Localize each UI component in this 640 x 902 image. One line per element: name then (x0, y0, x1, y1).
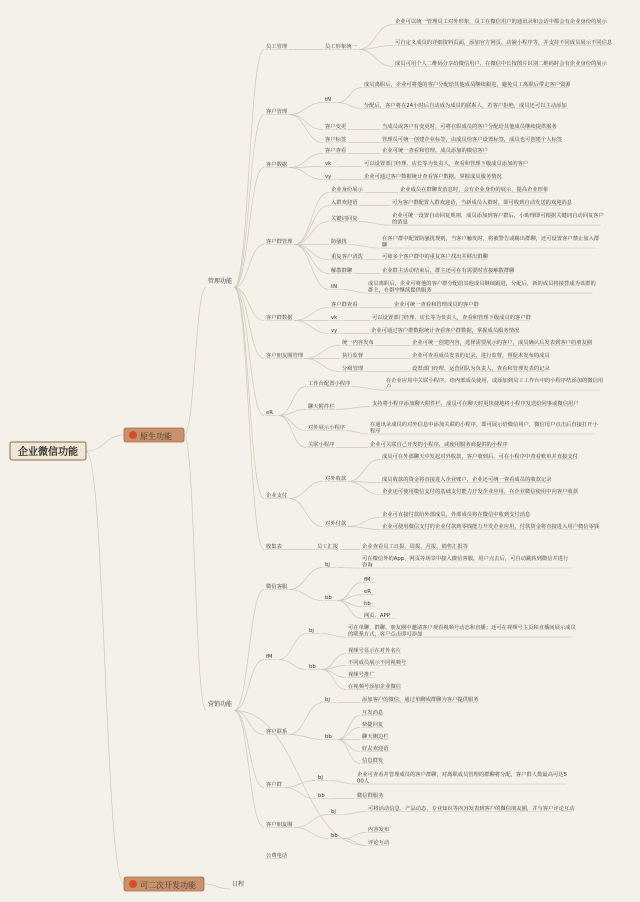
node-label[interactable]: 成员收款的资金将直接进入企业账户，企业还可统一查看成员的收款记录 (382, 477, 552, 483)
connector-line (289, 499, 323, 527)
connector-line (289, 115, 323, 143)
connector-line (294, 193, 329, 245)
node-label[interactable]: 客户查看 (325, 148, 347, 154)
connector-line (321, 654, 346, 670)
node-label[interactable]: bb (331, 833, 338, 839)
node-label[interactable]: hb (364, 601, 371, 607)
connector-line (284, 781, 316, 788)
node-label[interactable]: 员工管理 (266, 44, 288, 50)
status-dot-icon (129, 431, 137, 439)
node-label[interactable]: bb (325, 734, 332, 740)
connector-line (278, 634, 307, 660)
connector-line (294, 206, 329, 245)
node-label[interactable]: 企业可关联自己开发的小程序，或使用服务商提供的小程序 (370, 442, 508, 448)
branch-secondary-dev-features[interactable] (124, 877, 204, 891)
node-label[interactable]: 客户群 (266, 782, 282, 788)
node-label[interactable]: 互发消息 (362, 710, 384, 716)
connector-line (234, 590, 264, 711)
node-label[interactable]: 企业可统一创建内容，选择需要展示的客户，成员确认后发表到客户的朋友圈 (412, 340, 593, 346)
node-label[interactable]: 当成员或客户有变更时，可将在职成员的客户分配给其他成员继续提供服务 (382, 124, 557, 130)
connector-line (337, 740, 360, 752)
node-label[interactable]: 视频号显示在对外名片 (348, 648, 401, 654)
node-label[interactable]: 工作台配置小程序 (308, 381, 351, 387)
branch-label: 可二次开发功能 (140, 881, 196, 890)
connector-line (358, 50, 393, 67)
node-label[interactable]: 微信群服务 (357, 793, 384, 799)
node-description[interactable]: 可在单聊、群聊、朋友圈中邀请客户观看视频号动态和直播；还可在视频号主页和直播间展示成员的联系方式，客户点击即可添加 (348, 625, 576, 638)
connector-line (321, 670, 346, 690)
node-label[interactable]: 公费电话 (266, 853, 288, 859)
connector-line (184, 288, 206, 436)
connector-line (289, 590, 323, 601)
node-label[interactable]: 客户群管理 (266, 239, 293, 245)
connector-line (349, 245, 380, 249)
node-label[interactable]: 视频号推广 (348, 672, 375, 678)
connector-line (321, 634, 346, 638)
connector-line (336, 407, 370, 410)
mindmap-nodes (266, 17, 613, 859)
node-label[interactable]: vk (325, 161, 332, 167)
node-label[interactable]: bb (318, 793, 325, 799)
node-label[interactable]: 企业可通过客户数据统计查看客户数据，掌握成员服务情况 (364, 174, 502, 180)
connector-line (289, 154, 323, 168)
node-label[interactable]: 添加客户的微信，通过单聊或群聊为客户提供服务 (362, 697, 479, 703)
node-label[interactable]: 客户群查看 (331, 302, 358, 308)
node-label[interactable]: 内容发布 (368, 827, 390, 833)
node-description[interactable]: 可将活动信息、产品动态、专业知识等内容发表到客户的微信朋友圈，并与客户评论互动 (368, 806, 575, 812)
root-label: 企业微信功能 (18, 447, 78, 458)
node-label[interactable]: 客户联系 (266, 729, 288, 735)
connector-line (337, 728, 360, 740)
connector-line (304, 346, 340, 359)
connector-line (321, 670, 346, 678)
node-description[interactable]: 分配后，客户将在24小时后自动成为成员的联系人，若客户拒绝，成员还可以主动添加 (364, 103, 567, 109)
node-schedule[interactable]: 日程 (232, 881, 245, 888)
node-label[interactable]: 可以设置部门经理、店长等为负责人，查看和管理下级成员的客户群 (372, 315, 531, 321)
connector-line (337, 568, 360, 569)
connector-line (348, 527, 380, 530)
node-label[interactable]: fM (364, 577, 371, 583)
connector-line (343, 839, 366, 846)
node-label[interactable]: 客户朋友圈管理 (266, 353, 304, 359)
node-label[interactable]: bj (309, 628, 314, 634)
node-description[interactable]: 在通讯录成员的对外信息中添加关联的小程序，即可展示给微信用户，微信用户点击后直接打开小程序 (370, 422, 598, 435)
node-label[interactable]: eR (266, 410, 273, 416)
connector-line (234, 711, 264, 828)
branch-native-features[interactable] (124, 428, 184, 442)
branch-label: 原生功能 (140, 432, 172, 441)
node-label[interactable]: 聊天侧边栏 (362, 734, 389, 740)
node-label[interactable]: 企业可统一查看和管理，成员添加的微信客户 (382, 148, 488, 154)
node-label[interactable]: bj (318, 775, 323, 781)
node-label[interactable]: 信息群发 (362, 758, 384, 764)
node-description[interactable]: 成员可用个人二维码分享给微信用户，在微信中长按图片识别二维码时会有企业身份的展示 (395, 61, 607, 67)
status-dot-icon (129, 880, 137, 888)
connector-line (234, 288, 264, 550)
connector-line (289, 703, 323, 735)
node-label[interactable]: 收集表 (266, 544, 282, 550)
connector-line (343, 290, 366, 294)
node-label[interactable]: bb (325, 595, 332, 601)
connector-line (234, 168, 264, 288)
node-description[interactable]: 企业还可使用微信支付的基础支付能力开发企业应用，在企业微信使用中向客户收款 (382, 489, 578, 495)
connector-line (86, 435, 124, 451)
node-label[interactable]: eR (364, 589, 371, 595)
connector-line (294, 245, 329, 260)
node-description[interactable]: 可在微信外的App、网页等场景中接入微信客服，用户点击后，可自动跳转到微信并进行咨询 (362, 556, 569, 569)
connector-line (278, 416, 306, 448)
node-label[interactable]: 客户朋友圈 (266, 822, 293, 828)
connector-line (278, 416, 306, 431)
connector-line (348, 518, 380, 527)
connector-line (337, 103, 362, 109)
node-label[interactable]: 聊天附件栏 (308, 404, 335, 410)
node-label[interactable]: 企业可通过客户群数据统计查看客户群数据，掌握成员服务情况 (371, 328, 520, 334)
node-description[interactable]: 企业可以统一管理员工对外形象，员工在微信用户的通讯录和会话中都会有企业身份的展示 (395, 19, 607, 25)
connector-line (294, 828, 329, 839)
node-label[interactable]: 可为客户群配置入群欢迎语，当新成员入群时，即可收到自动发送的欢迎消息 (392, 200, 573, 206)
connector-line (343, 812, 366, 815)
node-description[interactable]: 支持将小程序添加聊天附件栏，成员可在聊天时更快捷地将小程序发送给同事或微信用户 (372, 401, 579, 407)
node-label[interactable]: 企业成员在群聊发消息时，会有企业身份的展示，提高企业形象 (400, 187, 549, 193)
node-label[interactable]: vy (331, 328, 338, 334)
node-label[interactable]: 对外付款 (325, 521, 347, 527)
connector-line (234, 115, 264, 288)
node-label[interactable]: 解散群聊 (331, 268, 353, 274)
node-label[interactable]: 客户群数据 (266, 315, 293, 321)
connector-line (289, 115, 323, 130)
connector-line (184, 435, 206, 711)
connector-line (343, 833, 366, 839)
node-label[interactable]: 企业查看员工日报、周报、月报、销售汇报等 (362, 544, 468, 550)
node-label[interactable]: bj (325, 562, 330, 568)
node-label[interactable]: 员工形象统一 (325, 44, 357, 50)
node-label[interactable]: 好友欢迎语 (362, 746, 389, 752)
connector-line (330, 781, 355, 785)
node-description[interactable]: 企业可使用微信支付的企业付款到零钱能力开发企业应用，付款资金将直接进入用户微信零钱 (382, 524, 600, 530)
connector-line (294, 245, 329, 290)
node-label[interactable]: 关联小程序 (308, 442, 335, 448)
connector-line (86, 451, 124, 884)
node-label[interactable]: 客户变更 (325, 124, 347, 130)
node-label[interactable]: 分级管理 (342, 366, 364, 372)
connector-line (352, 387, 384, 391)
node-description[interactable]: 企业可统一设置自动回复规则，成员添加到客户群后，小助理即可根据关键词自动回复客户的消息 (392, 213, 604, 226)
node-label[interactable]: 设置部门经理、运营团队为负责人，查看和管理发表的记录 (412, 366, 550, 372)
node-label[interactable]: 网页、APP (364, 613, 390, 619)
node-label[interactable]: 不同成员展示不同视频号 (348, 660, 407, 666)
node-label[interactable]: 重复客户清洗 (331, 254, 363, 260)
node-label[interactable]: 客户标签 (325, 137, 347, 143)
node-description[interactable]: 在客户群中配置防骚扰规则，当客户触发时，将被警告或踢出群聊，还可设置客户禁止加入群聊 (382, 236, 600, 249)
connector-line (234, 711, 366, 846)
node-label[interactable]: 客户数据 (266, 162, 288, 168)
connector-line (289, 482, 323, 499)
node-label[interactable]: 管理员可统一创建企业标签，由成员给客户设置标签，成员也可创建个人标签 (382, 137, 563, 143)
connector-line (289, 103, 323, 115)
node-label[interactable]: bb (309, 664, 316, 670)
node-label[interactable]: vy (325, 174, 332, 180)
node-label[interactable]: 可以设置部门经理、店长等为负责人，查看和管理下级成员添加的客户 (364, 161, 529, 167)
node-label[interactable]: 企业支付 (266, 493, 288, 499)
connector-line (337, 740, 360, 764)
node-management[interactable]: 管理功能 (208, 278, 233, 285)
connector-line (294, 321, 329, 334)
connector-line (204, 884, 230, 889)
node-description[interactable]: 成员离职后，企业可将他的客户分配给其他成员继续跟进，避免员工离职后带走客户资源 (364, 82, 571, 88)
node-description[interactable]: 企业可查看并管理成员的客户群聊，对离职成员管理的群聊将分配，客户群人数最高可达5 00人 (357, 772, 567, 785)
node-label[interactable]: 快捷回复 (362, 722, 384, 728)
node-label[interactable]: vk (331, 315, 338, 321)
connector-line (294, 308, 329, 321)
node-description[interactable]: 成员离职后，企业可将他的客户群分配给其他成员继续跟进，分配后，新的成员将接替成为该群的群主，在群中继续提供服务 (368, 281, 596, 294)
node-label[interactable]: 微信客服 (266, 584, 288, 590)
connector-line (234, 660, 264, 711)
connector-line (234, 50, 264, 288)
node-label[interactable]: 客户管理 (266, 109, 288, 115)
connector-line (337, 88, 362, 103)
node-label[interactable]: 企业身份展示 (331, 187, 363, 193)
connector-line (348, 482, 380, 495)
connector-line (304, 359, 340, 372)
node-label[interactable]: bj (331, 809, 336, 815)
node-label[interactable]: 在视频号添加企业微信 (348, 684, 401, 690)
connector-line (278, 660, 307, 670)
node-label[interactable]: 企业可统一查看和管理成员的客户群 (394, 302, 479, 308)
connector-line (294, 815, 329, 828)
connector-line (337, 716, 360, 740)
node-label[interactable]: 入群欢迎语 (331, 200, 358, 206)
connector-line (289, 568, 323, 590)
connector-line (359, 222, 390, 226)
node-label[interactable]: 对外收款 (325, 476, 347, 482)
node-label[interactable]: 企业可查看成员发表的记录，进行监督，督促未发布的成员 (412, 353, 550, 359)
node-label[interactable]: 关键词回复 (331, 216, 358, 222)
node-label[interactable]: bj (325, 697, 330, 703)
connector-line (234, 288, 264, 359)
node-label[interactable]: 评论互动 (368, 840, 390, 846)
node-label[interactable]: 防骚扰 (331, 239, 347, 245)
node-description[interactable]: 在企业应用中关联小程序，给内部成员使用，或添加到员工工作台中的小程序结添加的微信用户 (386, 378, 604, 391)
node-description[interactable]: 成员可在外部聊天中发起对外收款，客户收到后，可在小程序中查看账单并直接支付 (382, 454, 578, 460)
connector-line (278, 387, 306, 416)
node-label[interactable]: 企业可直接付款给外部成员，外部成员将在微信中收到支付消息 (382, 512, 531, 518)
connector-line (284, 788, 316, 799)
connector-line (289, 735, 323, 740)
node-label[interactable]: tN (331, 284, 338, 290)
node-label[interactable]: 对外展示小程序 (308, 425, 346, 431)
node-label[interactable]: 统一内容发布 (342, 340, 374, 346)
connector-line (346, 431, 368, 435)
node-marketing[interactable]: 营销功能 (208, 701, 233, 708)
node-label[interactable]: tN (325, 97, 332, 103)
node-label[interactable]: 企业群主活动结束后，群主还可在有需要时直接解散群聊 (382, 268, 515, 274)
node-label[interactable]: fM (266, 654, 273, 660)
connector-line (348, 460, 380, 482)
root-node[interactable] (10, 442, 86, 460)
node-label[interactable]: 可筛多个客户群中的重复客户找出并移出群聊 (382, 254, 488, 260)
node-label[interactable]: 员工汇报 (317, 544, 339, 550)
connector-line (289, 168, 323, 180)
node-label[interactable]: 执行监督 (342, 353, 364, 359)
node-description[interactable]: 可自定义成员的详细资料页面，添加官方网页、店铺小程序等，并支持不同成员展示不同信息 (395, 40, 613, 46)
